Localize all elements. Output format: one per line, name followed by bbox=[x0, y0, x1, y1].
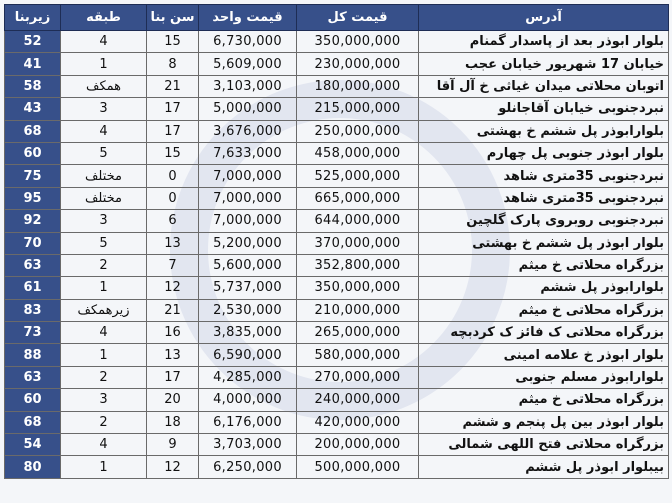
floor-cell: 4 bbox=[61, 31, 147, 53]
floor-cell: 2 bbox=[61, 254, 147, 276]
total-price-cell: 240,000,000 bbox=[297, 389, 419, 411]
area-cell: 43 bbox=[5, 98, 61, 120]
table-row bbox=[5, 277, 669, 299]
total-price-cell: 350,000,000 bbox=[297, 31, 419, 53]
age-cell: 15 bbox=[147, 31, 199, 53]
age-cell: 13 bbox=[147, 232, 199, 254]
age-cell: 16 bbox=[147, 322, 199, 344]
floor-cell: 2 bbox=[61, 411, 147, 433]
area-cell: 61 bbox=[5, 277, 61, 299]
total-price-cell: 180,000,000 bbox=[297, 75, 419, 97]
age-cell: 15 bbox=[147, 142, 199, 164]
area-cell: 73 bbox=[5, 322, 61, 344]
table-row bbox=[5, 165, 669, 187]
table-row bbox=[5, 232, 669, 254]
area-cell: 68 bbox=[5, 120, 61, 142]
header-area: زیربنا bbox=[5, 5, 61, 31]
unit-price-cell: 7,000,000 bbox=[199, 165, 297, 187]
unit-price-cell: 5,200,000 bbox=[199, 232, 297, 254]
area-cell: 63 bbox=[5, 366, 61, 388]
address-cell: اتوبان محلاتی میدان غیاثی خ آل آقا bbox=[419, 75, 669, 97]
area-cell: 70 bbox=[5, 232, 61, 254]
table-row bbox=[5, 456, 669, 478]
address-cell: بلوارابوذر مسلم جنوبی bbox=[419, 366, 669, 388]
age-cell: 20 bbox=[147, 389, 199, 411]
header-address: آدرس bbox=[419, 5, 669, 31]
floor-cell: مختلف bbox=[61, 165, 147, 187]
area-cell: 54 bbox=[5, 434, 61, 456]
header-total-price: قیمت کل bbox=[297, 5, 419, 31]
unit-price-cell: 5,737,000 bbox=[199, 277, 297, 299]
price-table bbox=[4, 4, 669, 479]
age-cell: 9 bbox=[147, 434, 199, 456]
area-cell: 88 bbox=[5, 344, 61, 366]
age-cell: 17 bbox=[147, 98, 199, 120]
table-row bbox=[5, 411, 669, 433]
table-row bbox=[5, 299, 669, 321]
total-price-cell: 200,000,000 bbox=[297, 434, 419, 456]
unit-price-cell: 5,000,000 bbox=[199, 98, 297, 120]
area-cell: 80 bbox=[5, 456, 61, 478]
floor-cell: 3 bbox=[61, 98, 147, 120]
address-cell: نبردجنوبی روبروی پارک گلچین bbox=[419, 210, 669, 232]
address-cell: بلوار ابوذر خ علامه امینی bbox=[419, 344, 669, 366]
address-cell: بلوار ابوذر بعد از پاسدار گمنام bbox=[419, 31, 669, 53]
floor-cell: 3 bbox=[61, 210, 147, 232]
address-cell: نبردجنوبی 35متری شاهد bbox=[419, 165, 669, 187]
age-cell: 6 bbox=[147, 210, 199, 232]
age-cell: 18 bbox=[147, 411, 199, 433]
area-cell: 68 bbox=[5, 411, 61, 433]
floor-cell: 5 bbox=[61, 142, 147, 164]
total-price-cell: 250,000,000 bbox=[297, 120, 419, 142]
unit-price-cell: 7,000,000 bbox=[199, 210, 297, 232]
table-row bbox=[5, 31, 669, 53]
address-cell: بلوارابوذر پل ششم خ بهشتی bbox=[419, 120, 669, 142]
total-price-cell: 644,000,000 bbox=[297, 210, 419, 232]
floor-cell: 4 bbox=[61, 322, 147, 344]
area-cell: 63 bbox=[5, 254, 61, 276]
floor-cell: زیرهمکف bbox=[61, 299, 147, 321]
unit-price-cell: 6,176,000 bbox=[199, 411, 297, 433]
total-price-cell: 500,000,000 bbox=[297, 456, 419, 478]
address-cell: بزرگراه محلاتی خ میثم bbox=[419, 299, 669, 321]
header-row bbox=[5, 5, 669, 31]
address-cell: نبردجنوبی 35متری شاهد bbox=[419, 187, 669, 209]
total-price-cell: 420,000,000 bbox=[297, 411, 419, 433]
floor-cell: 1 bbox=[61, 277, 147, 299]
total-price-cell: 525,000,000 bbox=[297, 165, 419, 187]
header-age: سن بنا bbox=[147, 5, 199, 31]
age-cell: 12 bbox=[147, 456, 199, 478]
unit-price-cell: 6,250,000 bbox=[199, 456, 297, 478]
age-cell: 21 bbox=[147, 299, 199, 321]
age-cell: 12 bbox=[147, 277, 199, 299]
unit-price-cell: 6,590,000 bbox=[199, 344, 297, 366]
floor-cell: 4 bbox=[61, 120, 147, 142]
age-cell: 17 bbox=[147, 120, 199, 142]
table-row bbox=[5, 366, 669, 388]
address-cell: بزرگراه محلاتی فتح اللهی شمالی bbox=[419, 434, 669, 456]
address-cell: بلوار ابوذر جنوبی پل چهارم bbox=[419, 142, 669, 164]
unit-price-cell: 3,835,000 bbox=[199, 322, 297, 344]
table-row bbox=[5, 53, 669, 75]
table-row bbox=[5, 344, 669, 366]
floor-cell: مختلف bbox=[61, 187, 147, 209]
floor-cell: 2 bbox=[61, 366, 147, 388]
unit-price-cell: 4,285,000 bbox=[199, 366, 297, 388]
table-row bbox=[5, 434, 669, 456]
address-cell: نبردجنوبی خیابان آقاجانلو bbox=[419, 98, 669, 120]
total-price-cell: 350,000,000 bbox=[297, 277, 419, 299]
area-cell: 75 bbox=[5, 165, 61, 187]
total-price-cell: 270,000,000 bbox=[297, 366, 419, 388]
total-price-cell: 210,000,000 bbox=[297, 299, 419, 321]
area-cell: 60 bbox=[5, 389, 61, 411]
floor-cell: 4 bbox=[61, 434, 147, 456]
address-cell: بلوار ابوذر پل ششم خ بهشتی bbox=[419, 232, 669, 254]
total-price-cell: 370,000,000 bbox=[297, 232, 419, 254]
unit-price-cell: 3,676,000 bbox=[199, 120, 297, 142]
address-cell: خیابان 17 شهریور خیابان عجب bbox=[419, 53, 669, 75]
floor-cell: 5 bbox=[61, 232, 147, 254]
area-cell: 52 bbox=[5, 31, 61, 53]
unit-price-cell: 2,530,000 bbox=[199, 299, 297, 321]
address-cell: بزرگراه محلاتی خ میثم bbox=[419, 254, 669, 276]
area-cell: 95 bbox=[5, 187, 61, 209]
address-cell: بلوار ابوذر بین پل پنجم و ششم bbox=[419, 411, 669, 433]
total-price-cell: 665,000,000 bbox=[297, 187, 419, 209]
unit-price-cell: 5,609,000 bbox=[199, 53, 297, 75]
table-row bbox=[5, 389, 669, 411]
address-cell: بلوارابوذر پل ششم bbox=[419, 277, 669, 299]
unit-price-cell: 4,000,000 bbox=[199, 389, 297, 411]
area-cell: 83 bbox=[5, 299, 61, 321]
total-price-cell: 265,000,000 bbox=[297, 322, 419, 344]
floor-cell: 1 bbox=[61, 456, 147, 478]
age-cell: 8 bbox=[147, 53, 199, 75]
floor-cell: 3 bbox=[61, 389, 147, 411]
age-cell: 21 bbox=[147, 75, 199, 97]
table-row bbox=[5, 98, 669, 120]
age-cell: 13 bbox=[147, 344, 199, 366]
age-cell: 7 bbox=[147, 254, 199, 276]
age-cell: 0 bbox=[147, 187, 199, 209]
total-price-cell: 215,000,000 bbox=[297, 98, 419, 120]
area-cell: 60 bbox=[5, 142, 61, 164]
table-row bbox=[5, 210, 669, 232]
table-row bbox=[5, 322, 669, 344]
address-cell: بزرگراه محلاتی خ میثم bbox=[419, 389, 669, 411]
address-cell: بزرگراه محلاتی ک فائز ک کردبچه bbox=[419, 322, 669, 344]
address-cell: بیبلوار ابوذر پل ششم bbox=[419, 456, 669, 478]
total-price-cell: 458,000,000 bbox=[297, 142, 419, 164]
floor-cell: 1 bbox=[61, 344, 147, 366]
unit-price-cell: 3,703,000 bbox=[199, 434, 297, 456]
age-cell: 0 bbox=[147, 165, 199, 187]
header-unit-price: قیمت واحد bbox=[199, 5, 297, 31]
unit-price-cell: 7,633,000 bbox=[199, 142, 297, 164]
floor-cell: 1 bbox=[61, 53, 147, 75]
area-cell: 41 bbox=[5, 53, 61, 75]
total-price-cell: 580,000,000 bbox=[297, 344, 419, 366]
table-row bbox=[5, 120, 669, 142]
total-price-cell: 230,000,000 bbox=[297, 53, 419, 75]
table-body bbox=[5, 31, 669, 479]
table-row bbox=[5, 254, 669, 276]
unit-price-cell: 7,000,000 bbox=[199, 187, 297, 209]
floor-cell: همکف bbox=[61, 75, 147, 97]
area-cell: 92 bbox=[5, 210, 61, 232]
total-price-cell: 352,800,000 bbox=[297, 254, 419, 276]
unit-price-cell: 5,600,000 bbox=[199, 254, 297, 276]
table-row bbox=[5, 187, 669, 209]
header-floor: طبقه bbox=[61, 5, 147, 31]
unit-price-cell: 6,730,000 bbox=[199, 31, 297, 53]
area-cell: 58 bbox=[5, 75, 61, 97]
unit-price-cell: 3,103,000 bbox=[199, 75, 297, 97]
age-cell: 17 bbox=[147, 366, 199, 388]
table-row bbox=[5, 142, 669, 164]
table-row bbox=[5, 75, 669, 97]
